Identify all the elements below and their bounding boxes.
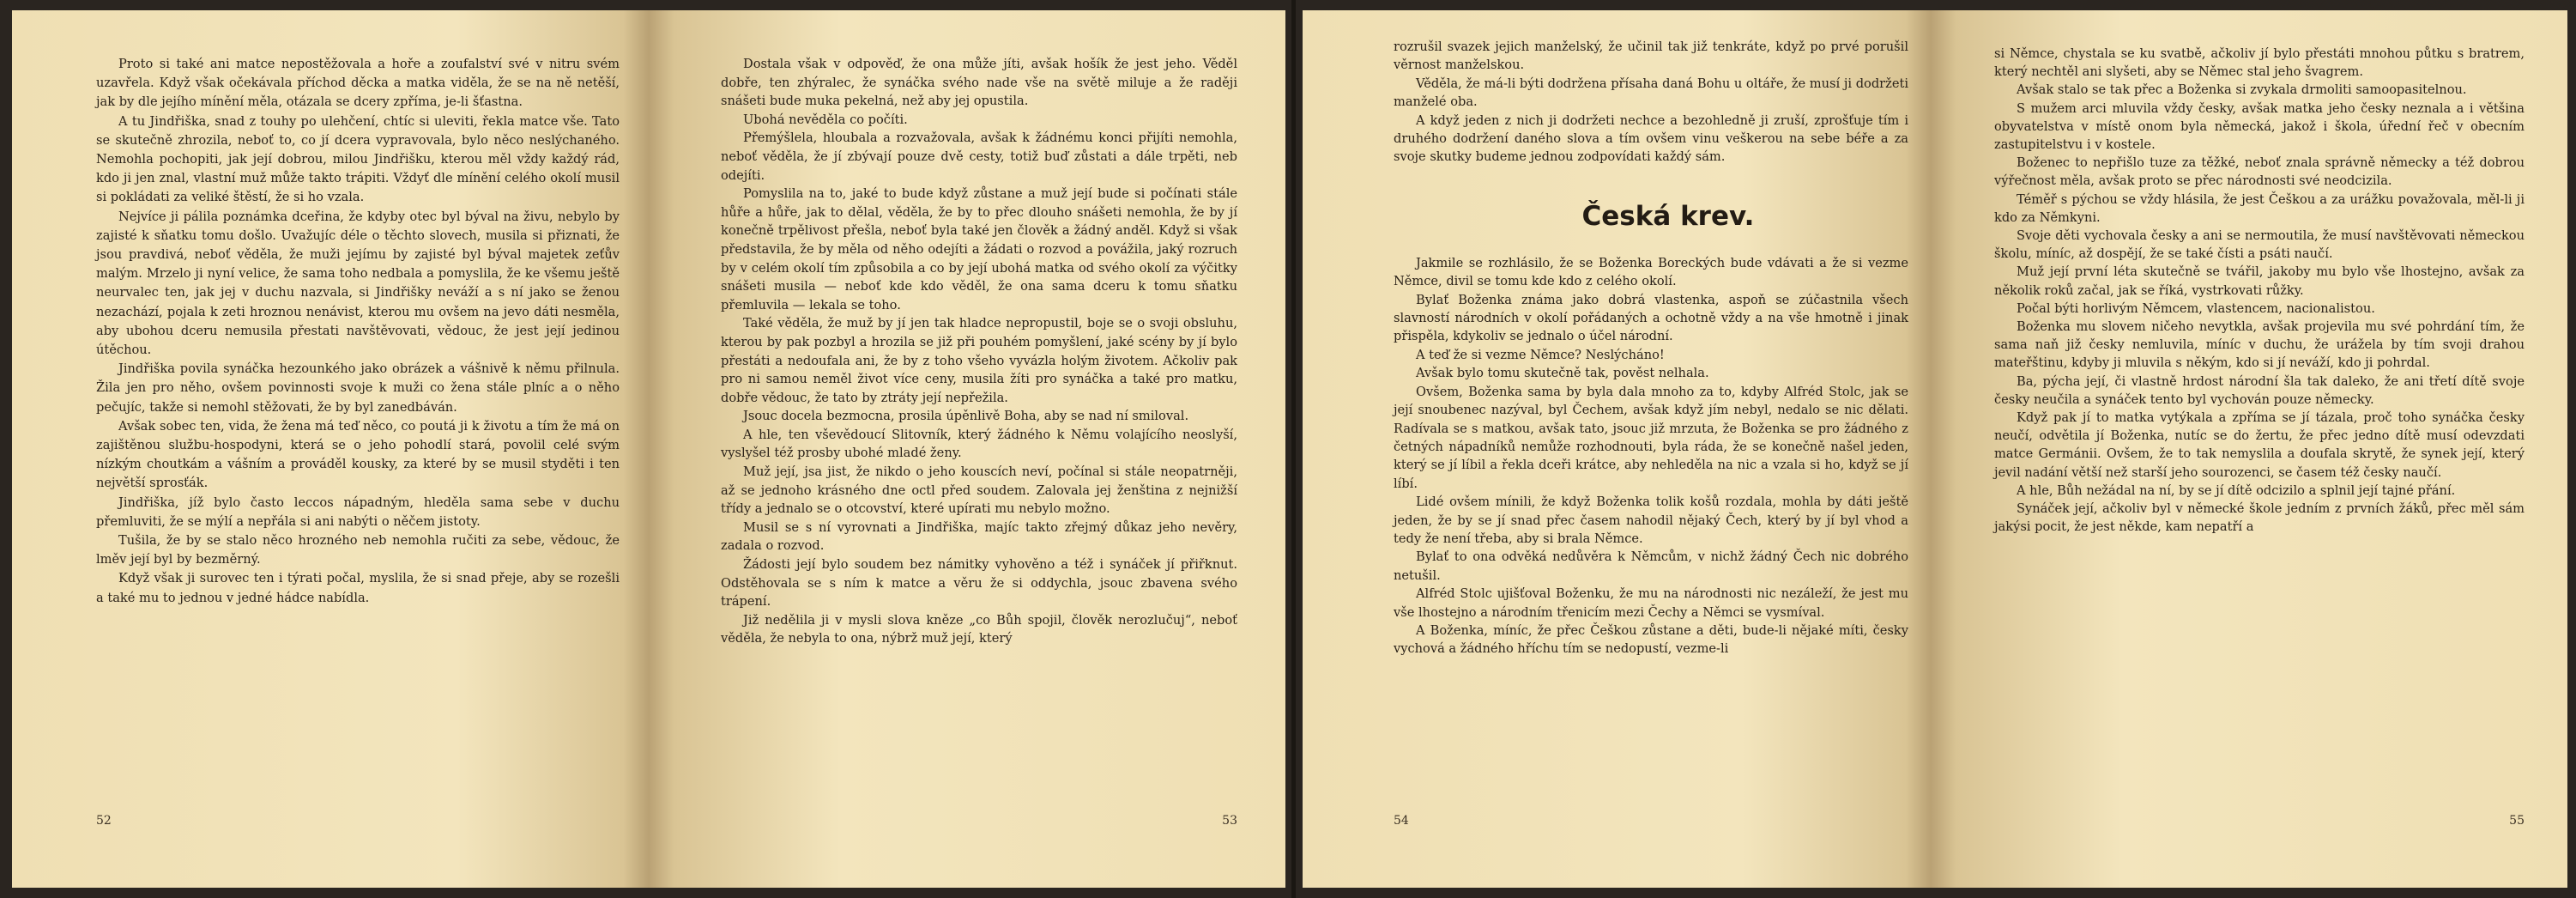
page-54	[1303, 10, 1931, 888]
paragraph: S mužem arci mluvila vždy česky, avšak matka jeho česky neznala a i většina obyvatelstva v místě onom byla německá, jakož i škola, úřední řeč v obecním zastupitelstvu i v kostele.	[1994, 100, 2525, 153]
paragraph: Boženka mu slovem ničeho nevytkla, avšak projevila mu své pohrdání tím, že sama naň již česky nemluvila, míníc v duchu, že urážela by tím svoji drahou mateřštinu, kdyby ji mluvila s někým, kdo si jí neváží, kdo ji pohrdal.	[1994, 319, 2525, 371]
paragraph: A Boženka, míníc, že přec Češkou zůstane a děti, bude-li nějaké míti, česky vychová a žádného hříchu tím se nedopustí, vezme-li	[1394, 622, 1908, 657]
paragraph: A hle, Bůh nežádal na ní, by se jí dítě odcizilo a splnil její tajné přání.	[2017, 482, 2456, 498]
chapter-title: Česká krev.	[1581, 200, 1755, 232]
page-55	[1931, 10, 2567, 888]
paragraph: Svoje děti vychovala česky a ani se nermoutila, že musí navštěvovati německou školu, míníc, až dospějí, že se také čísti a psáti naučí.	[1994, 228, 2525, 262]
paragraph: Lidé ovšem mínili, že když Boženka tolik košů rozdala, mohla by dáti ještě jeden, že by se jí snad přec časem nahodil nějaký Čech, který by jí byl vhod a tedy že není třeba, aby si brala Němce.	[1394, 495, 1908, 546]
paragraph: Ovšem, Boženka sama by byla dala mnoho za to, kdyby Alfréd Stolc, jak se její snoubenec nazýval, byl Čechem, avšak když jím nebyl, nedalo se nic dělati. Radívala se s matkou, avšak tato, jsouc již mrzuta, že Boženka se pro žádného z četných nápadníků nemůže rozhodnouti, byla ráda, že se konečně našel jeden, který se jí líbil a řekla dceři krátce, aby nehleděla na nic a vzala si ho, když se jí líbí.	[1394, 384, 1908, 491]
paragraph: Boženec to nepřišlo tuze za těžké, neboť znala správně německy a též dobrou výřečnost měla, avšak proto se přec národnosti své neodcizila.	[1994, 155, 2525, 189]
paragraph: Musil se s ní vyrovnati a Jindřiška, majíc takto zřejmý důkaz jeho nevěry, zadala o rozvod.	[721, 519, 1237, 554]
paragraph: Avšak stalo se tak přec a Boženka si zvykala drmoliti samoopasitelnou.	[2017, 82, 2467, 98]
paragraph: Jsouc docela bezmocna, prosila úpěnlivě Boha, aby se nad ní smiloval.	[743, 409, 1189, 424]
page-53	[649, 10, 1285, 888]
paragraph: Když však ji surovec ten i týrati počal, myslila, že si snad přeje, aby se rozešli a také mu to jednou v jedné hádce nabídla.	[96, 571, 620, 605]
paragraph: Jindřiška, jíž bylo často leccos nápadným, hleděla sama sebe v duchu přemluviti, že se mýlí a nepřála si ani nabýti o něčem jistoty.	[96, 495, 620, 529]
paragraph: Jakmile se rozhlásilo, že se Boženka Boreckých bude vdávati a že si vezme Němce, divil se tomu kde kdo z celého okolí.	[1394, 255, 1908, 289]
paragraph: Bylať to ona odvěká nedůvěra k Němcům, v nichž žádný Čech nic dobrého netušil.	[1394, 549, 1908, 583]
paragraph: Bylať Boženka známa jako dobrá vlastenka, aspoň se zúčastnila všech slavností národních v okolí pořádaných a ochotně vždy a na vše hmotně i jinak přispěla, kdykoliv se jednalo o účel národní.	[1394, 292, 1908, 344]
page-number: 53	[1222, 814, 1237, 828]
paragraph: Pomyslila na to, jaké to bude když zůstane a muž její bude si počínati stále hůře a hůře, jak to dělal, věděla, že by to přec dlouho snášeti nemohla, že by jí konečně trpělivost přešla, neboť byla také jen člověk a žádný anděl. Když si však představila, že by měla od něho odejíti a žádati o rozvod a povážila, jaký rozruch by v celém okolí tím způsobila a co by její ubohá matka od svého okolí za výčitky snášeti musila — neboť kde kdo věděl, že ona sama dceru k tomu sňatku přemluvila — lekala se toho.	[721, 186, 1237, 312]
paragraph: Žádosti její bylo soudem bez námitky vyhověno a též i synáček jí přiřknut. Odstěhovala se s ním k matce a věru že si oddychla, jsouc zbavena svého trápení.	[721, 557, 1237, 610]
paragraph: Již nedělila ji v mysli slova kněze „co Bůh spojil, člověk nerozlučuj“, neboť věděla, že nebyla to ona, nýbrž muž její, který	[721, 612, 1237, 646]
paragraph: Když pak jí to matka vytýkala a zpříma se jí tázala, proč toho synáčka česky neučí, odvětila jí Boženka, nutíc se do žertu, že přec jedno dítě musí odevzdati matce Germánii. Ovšem, že to tak nemyslila a doufala skrytě, že synek její, který jevil nadání větší než starší jeho sourozenci, se časem též česky naučí.	[1994, 410, 2525, 480]
paragraph: Ubohá nevěděla co počíti.	[743, 112, 908, 127]
paragraph: Proto si také ani matce nepostěžovala a hoře a zoufalství své v nitru svém uzavřela. Když však očekávala příchod děcka a matka viděla, že se na ně netěší, jak by dle jejího mínění měla, otázala se dcery zpříma, je-li šťastna.	[96, 57, 620, 110]
page-number: 52	[96, 814, 112, 828]
paragraph: Muž její první léta skutečně se tvářil, jakoby mu bylo vše lhostejno, avšak za několik roků začal, jak se říká, vystrkovati růžky.	[1994, 264, 2525, 298]
paragraph: Také věděla, že muž by jí jen tak hladce nepropustil, boje se o svoji obsluhu, kterou by pak pozbyl a hrozila se již při pouhém pomyšlení, jaké scény by jí bylo přestáti a nedoufala ani, že by z toho všeho vyvázla holým životem. Ačkoliv pak pro ni samou neměl život více ceny, musila žíti pro synáčka a také pro matku, dobře vědouc, že tato by ztráty její nepřežila.	[721, 316, 1237, 405]
page-number: 54	[1394, 814, 1409, 828]
paragraph: rozrušil svazek jejich manželský, že učinil tak již tenkráte, když po prvé porušil věrnost manželskou.	[1394, 39, 1908, 73]
paragraph: Dostala však v odpověď, že ona může jíti, avšak hošík že jest jeho. Věděl dobře, ten zhýralec, že synáčka svého nade vše na světě miluje a že raději snášeti bude muka pekelná, než aby jej opustila.	[721, 57, 1237, 109]
book-spread-right	[1296, 0, 2576, 898]
paragraph: Ba, pýcha její, či vlastně hrdost národní šla tak daleko, že ani třetí dítě svoje česky neučila a synáček tento byl vychován pouze německy.	[1994, 373, 2525, 407]
page-number: 55	[2509, 814, 2525, 828]
paragraph: Avšak sobec ten, vida, že žena má teď něco, co poutá ji k životu a tím že má on zajištěnou službu-hospodyni, která se o jeho pohodlí stará, povolil celé svým nízkým choutkám a vášním a prováděl kousky, za které by se musil styděti i ten největší sprosťák.	[96, 418, 620, 491]
paragraph: si Němce, chystala se ku svatbě, ačkoliv jí bylo přestáti mnohou půtku s bratrem, který nechtěl ani slyšeti, aby se Němec stal jeho švagrem.	[1994, 46, 2525, 80]
paragraph: Nejvíce ji pálila poznámka dceřina, že kdyby otec byl býval na živu, nebylo by zajisté k sňatku tomu došlo. Uvažujíc déle o těchto slovech, musila si přiznati, že jsou pravdivá, neboť věděla, že muži jejímu by zajisté byl býval majetek zeťův malým. Mrzelo ji nyní velice, že sama toho nedbala a pomyslila, že ke všemu ještě neurvalec ten, jak jej v duchu nazvala, si Jindřišky neváží a s ní jako se ženou nezachází, pojala k zeti hroznou nenávist, kterou mu ovšem na jevo dáti nesměla, aby ubohou dceru nemusila přestati navštěvovati, vědouc, že jest její jedinou útěchou.	[96, 209, 620, 358]
paragraph: Téměř s pýchou se vždy hlásila, že jest Češkou a za urážku považovala, měl-li ji kdo za Němkyni.	[1994, 191, 2525, 225]
paragraph: A když jeden z nich ji dodržeti nechce a bezohledně ji zruší, zprošťuje tím i druhého dodržení daného slova a tím ovšem vinu veškerou na sebe béře a za svoje skutky budeme jednou zodpovídati každý sám.	[1394, 112, 1908, 165]
paragraph: A teď že si vezme Němce? Neslýcháno!	[1416, 347, 1665, 362]
paragraph: Muž její, jsa jist, že nikdo o jeho kouscích neví, počínal si stále neopatrněji, až se jednoho krásného dne octl před soudem. Zalovala jej ženština z nejnižší třídy a jednalo se o otcovství, které upírati mu nebylo možno.	[721, 464, 1237, 517]
paragraph: Věděla, že má-li býti dodržena přísaha daná Bohu u oltáře, že musí ji dodržeti manželé oba.	[1394, 76, 1908, 110]
paragraph: Avšak bylo tomu skutečně tak, pověst nelhala.	[1416, 366, 1709, 381]
page-52	[12, 10, 649, 888]
paragraph: Tušila, že by se stalo něco hrozného neb nemohla ručiti za sebe, vědouc, že lměv její byl by bezměrný.	[96, 533, 620, 567]
paragraph: Počal býti horlivým Němcem, vlastencem, nacionalistou.	[2017, 300, 2375, 316]
paragraph: Alfréd Stolc ujišťoval Boženku, že mu na národnosti nic nezáleží, že jest mu vše lhostejno a národním třenicím mezi Čechy a Němci se vysmíval.	[1394, 586, 1908, 620]
paragraph: Synáček její, ačkoliv byl v německé škole jedním z prvních žáků, přec měl sám jakýsi pocit, že jest někde, kam nepatří a	[1994, 501, 2525, 535]
paragraph: A tu Jindřiška, snad z touhy po ulehčení, chtíc si uleviti, řekla matce vše. Tato se skutečně zhrozila, neboť to, co jí dcera vypravovala, bylo něco neslýchaného. Nemohla pochopiti, jak její dobrou, milou Jindřišku, kterou měl vždy každý rád, kdo ji jen znal, vlastní muž může takto trápiti. Vždyť dle mínění celého okolí musil si pokládati za veliké štěstí, že si ho vzala.	[96, 113, 620, 205]
paragraph: Jindřiška povila synáčka hezounkého jako obrázek a vášnivě k němu přilnula. Žila jen pro něho, ovšem povinnosti svoje k muži co žena stále plníc a o něho pečujíc, takže si nemohl stěžovati, že by byl zanedbáván.	[96, 361, 620, 415]
paragraph: A hle, ten vševědoucí Slitovník, který žádného k Němu volajícího neoslyší, vyslyšel též prosby ubohé mladé ženy.	[721, 427, 1237, 461]
paragraph: Přemýšlela, hloubala a rozvažovala, avšak k žádnému konci přijíti nemohla, neboť věděla, že jí zbývají pouze dvě cesty, totiž buď zůstati a dále trpěti, neb odejíti.	[721, 130, 1237, 183]
